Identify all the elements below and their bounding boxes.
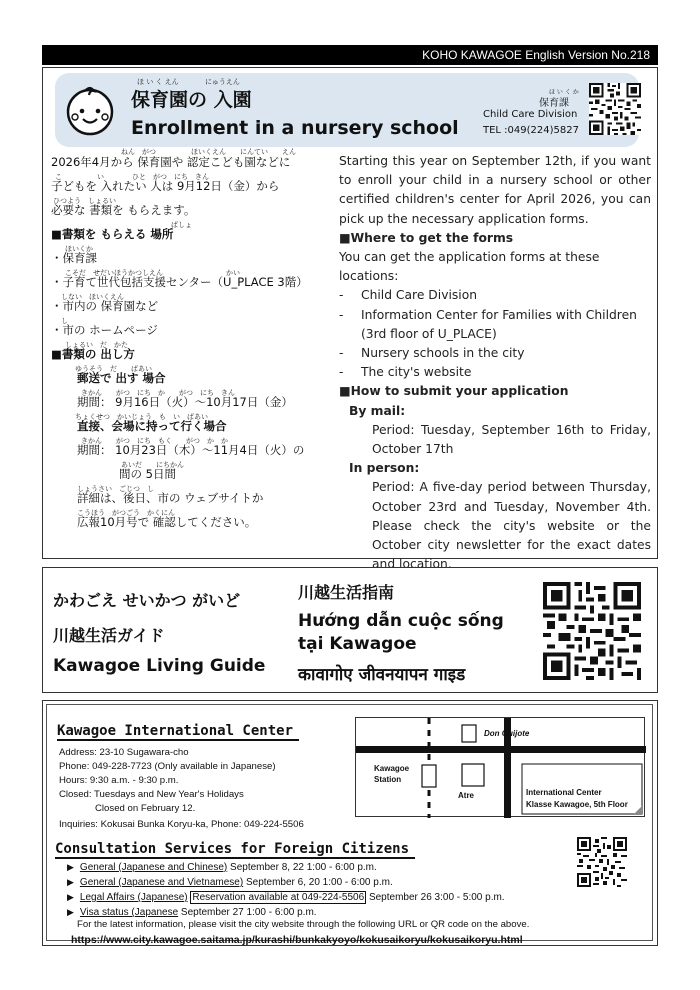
baby-face-icon bbox=[63, 83, 117, 137]
jp-subheading: 直接、会場に持って行く場合 bbox=[77, 419, 227, 433]
guide-vietnamese-1: Hướng dẫn cuộc sống bbox=[298, 611, 504, 631]
jp-subheading: 郵送で 出す 場合 bbox=[77, 371, 166, 385]
ruby: ねん がつ bbox=[121, 148, 156, 156]
jp-line: ・子育て世代包括支援センター（U_PLACE 3階） bbox=[51, 275, 308, 289]
title-english: Enrollment in a nursery school bbox=[131, 117, 459, 139]
jp-line: ・市内の 保育園など bbox=[51, 299, 159, 313]
map-label-station-2: Station bbox=[374, 775, 402, 784]
map-label-atre: Atre bbox=[458, 791, 475, 800]
ruby: こうほう がつごう かくにん bbox=[77, 509, 175, 517]
consultation-link[interactable]: Visa status (Japanese bbox=[79, 907, 179, 918]
ruby: こ い ひと がつ にち きん bbox=[55, 173, 209, 181]
jp-line: 期間： 10月23日（木）～11月4日（火）の bbox=[77, 443, 305, 457]
jp-heading: ■書類の 出し方 bbox=[51, 347, 135, 361]
center-inquiries: Inquiries: Kokusai Bunka Koryu-ka, Phone: 049-224-5506 bbox=[59, 819, 304, 830]
qr-code-icon[interactable] bbox=[543, 582, 641, 680]
jp-line: 期間： 9月16日（火）～10月17日（金） bbox=[77, 395, 293, 409]
ruby: きかん がつ にち もく がつ か か bbox=[81, 437, 228, 445]
latest-info-note: For the latest information, please visit the city website through the following URL or QR code on the above. bbox=[77, 919, 530, 930]
jp-line: 子どもを 入れたい 人は 9月12日（金）から bbox=[51, 179, 280, 193]
ruby: ばしょ bbox=[171, 221, 192, 229]
consultation-link[interactable]: General (Japanese and Chinese) bbox=[79, 862, 228, 873]
guide-chinese: 川越生活指南 bbox=[298, 583, 395, 602]
center-closed: Closed: Tuesdays and New Year's Holidays bbox=[59, 789, 244, 800]
jp-line: ・市の ホームページ bbox=[51, 323, 158, 337]
ruby: しょうさい ごじつ し bbox=[77, 485, 154, 493]
international-center-section bbox=[42, 700, 658, 946]
consultation-item: ▶ General (Japanese and Chinese) September 8, 22 1:00 - 6:00 p.m. bbox=[67, 862, 377, 873]
jp-line: 必要な 書類を もらえます。 bbox=[51, 203, 196, 217]
atre-building bbox=[462, 764, 484, 786]
jp-line: 2026年4月から 保育園や 認定こども園などに bbox=[51, 155, 291, 169]
arrow-icon: ▶ bbox=[67, 862, 74, 872]
dash: - bbox=[339, 307, 344, 322]
ruby: ほいくか bbox=[65, 245, 93, 253]
where-intro: You can get the application forms at these locations: bbox=[339, 250, 600, 284]
jp-line: 間の 5日間 bbox=[119, 467, 176, 481]
intro-text: Starting this year on September 12th, if you want to enroll your child in a nursery school or other certified children's center for April 2026, you can pick up the necessary application forms. bbox=[339, 154, 651, 226]
ruby: し bbox=[61, 317, 68, 325]
qr-code-icon[interactable] bbox=[577, 837, 627, 887]
consultation-item: ▶ Legal Affairs (Japanese) Reservation available at 049-224-5506 September 26 3:00 - 5:00 p.m. bbox=[67, 892, 505, 903]
how-heading: ■How to submit your application bbox=[339, 384, 569, 399]
map-label-station-1: Kawagoe bbox=[374, 764, 410, 773]
department-japanese: 保育課 bbox=[539, 98, 569, 109]
station-building bbox=[422, 765, 436, 787]
center-address: Address: 23-10 Sugawara-cho bbox=[59, 747, 189, 758]
jp-line: ・保育課 bbox=[51, 251, 97, 265]
map-label-klasse: Klasse Kawagoe, 5th Floor bbox=[526, 800, 628, 809]
dash: - bbox=[339, 346, 344, 361]
location-item: - Information Center for Families with Children (3rd floor of U_PLACE) bbox=[339, 307, 637, 341]
map-road bbox=[356, 746, 646, 753]
mail-period: Period: Tuesday, September 16th to Friday, October 17th bbox=[372, 422, 651, 457]
arrow-icon: ▶ bbox=[67, 907, 74, 917]
city-url[interactable]: https://www.city.kawagoe.saitama.jp/kurashi/bunkakyoyo/kokusaikoryu/kokusaikoryu.html bbox=[71, 934, 523, 946]
jp-line: 詳細は、後日、市の ウェブサイトか bbox=[77, 491, 264, 505]
title-japanese: 保育園の 入園 bbox=[131, 89, 252, 111]
qr-code-icon[interactable] bbox=[589, 83, 641, 135]
nursery-section bbox=[42, 67, 658, 572]
ruby: ほ い く か bbox=[549, 89, 579, 96]
international-center-panel bbox=[46, 704, 653, 946]
english-column bbox=[339, 152, 651, 574]
where-heading: ■Where to get the forms bbox=[339, 230, 514, 245]
arrow-icon: ▶ bbox=[67, 892, 74, 902]
nursery-header bbox=[55, 73, 639, 147]
ruby: ひつよう しょるい bbox=[53, 197, 116, 205]
guide-vietnamese-2: tại Kawagoe bbox=[298, 634, 417, 654]
ruby: こそだ せだいほうかつしえん かい bbox=[65, 269, 240, 277]
living-guide-section bbox=[42, 567, 658, 693]
consultation-title: Consultation Services for Foreign Citizens bbox=[55, 841, 415, 859]
ruby: ほ い く えん bbox=[137, 78, 179, 86]
guide-hiragana: かわごえ せいかつ がいど bbox=[53, 591, 241, 610]
issue-header: KOHO KAWAGOE English Version No.218 bbox=[42, 45, 658, 65]
guide-english[interactable]: Kawagoe Living Guide bbox=[53, 656, 266, 676]
center-phone: Phone: 049-228-7723 (Only available in Japanese) bbox=[59, 761, 276, 772]
ruby: しない ほいくえん bbox=[61, 293, 124, 301]
dash: - bbox=[339, 365, 344, 380]
consultation-link[interactable]: Legal Affairs (Japanese) bbox=[79, 892, 188, 903]
map-label-center: International Center bbox=[526, 788, 602, 797]
mail-label: By mail: bbox=[349, 403, 406, 418]
location-item: - The city's website bbox=[339, 363, 651, 382]
don-quijote-building bbox=[462, 725, 476, 742]
jp-line: 広報10月号で 確認してください。 bbox=[77, 515, 257, 529]
consultation-item: ▶ Visa status (Japanese September 27 1:00 - 6:00 p.m. bbox=[67, 907, 317, 918]
consultation-item: ▶ General (Japanese and Vietnamese) September 6, 20 1:00 - 6:00 p.m. bbox=[67, 877, 393, 888]
arrow-icon: ▶ bbox=[67, 877, 74, 887]
reservation-box: Reservation available at 049-224-5506 bbox=[192, 892, 365, 903]
center-hours: Hours: 9:30 a.m. - 9:30 p.m. bbox=[59, 775, 179, 786]
person-label: In person: bbox=[349, 461, 420, 476]
ruby: にゅうえん bbox=[205, 78, 240, 86]
location-item: - Nursery schools in the city bbox=[339, 344, 651, 363]
center-closed-note: Closed on February 12. bbox=[95, 803, 196, 814]
department-phone: TEL :049(224)5827 bbox=[483, 125, 579, 136]
location-item: - Child Care Division bbox=[339, 286, 651, 305]
department-english: Child Care Division bbox=[483, 109, 578, 120]
guide-hindi: कावागोए जीवनयापन गाइड bbox=[298, 665, 466, 685]
ruby: あいだ にちかん bbox=[121, 461, 184, 469]
guide-japanese: 川越生活ガイド bbox=[53, 626, 165, 645]
ruby: ちょくせつ かいじょう も い ばあい bbox=[75, 413, 208, 421]
dash: - bbox=[339, 288, 344, 303]
ruby: ゆうそう だ ばあい bbox=[75, 365, 152, 373]
map-label-don-quijote: Don Quijote bbox=[484, 729, 530, 738]
area-map bbox=[355, 717, 645, 817]
center-name: Kawagoe International Center bbox=[57, 723, 299, 741]
consultation-link[interactable]: General (Japanese and Vietnamese) bbox=[79, 877, 244, 888]
ruby: きかん がつ にち か がつ にち きん bbox=[81, 389, 235, 397]
ruby: しょるい だ かた bbox=[65, 341, 128, 349]
person-period: Period: A five-day period between Thursday, October 23rd and Tuesday, November 4th. Please check the city's website or the October city newsletter for the exact dates and location. bbox=[372, 480, 651, 572]
jp-heading: ■書類を もらえる 場所 bbox=[51, 227, 174, 241]
ruby: ほいくえん にんてい えん bbox=[191, 148, 296, 156]
